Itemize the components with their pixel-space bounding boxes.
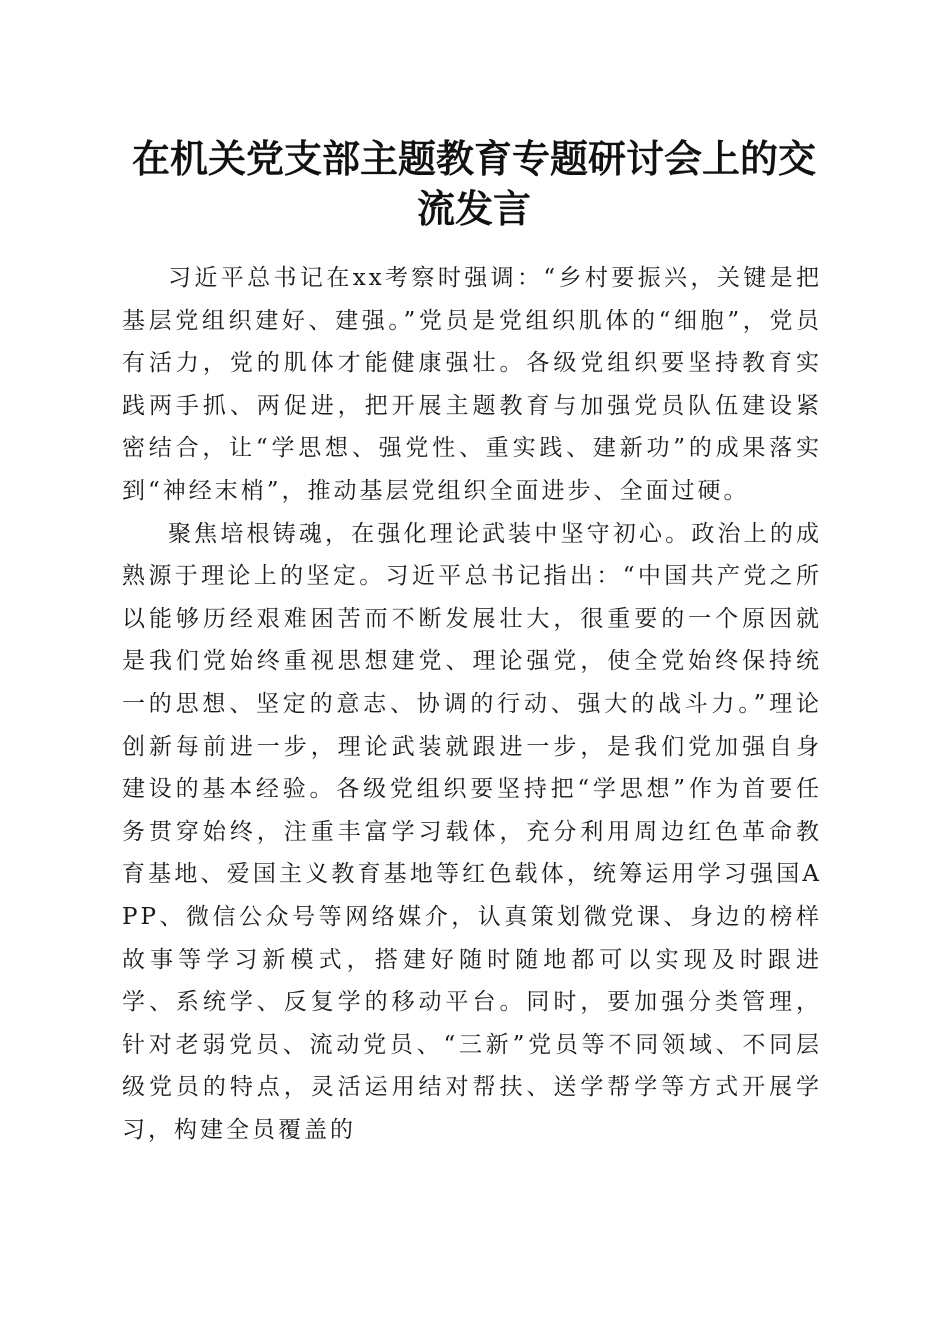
body-paragraph: 习近平总书记在xx考察时强调：“乡村要振兴，关键是把基层党组织建好、建强。”党员是党组织肌体的“细胞”，党员有活力，党的肌体才能健康强壮。各级党组织要坚持教育实践两手抓、两促进，把开展主题教育与加强党员队伍建设紧密结合，让“学思想、强党性、重实践、建新功”的成果落实到“神经末梢”，推动基层党组织全面进步、全面过硬。 bbox=[122, 265, 822, 504]
document-title: 在机关党支部主题教育专题研讨会上的交流发言 bbox=[131, 136, 816, 231]
document-body bbox=[122, 257, 822, 1151]
body-paragraph: 聚焦培根铸魂，在强化理论武装中坚守初心。政治上的成熟源于理论上的坚定。习近平总书记指出：“中国共产党之所以能够历经艰难困苦而不断发展壮大，很重要的一个原因就是我们党始终重视思想建党、理论强党，使全党始终保持统一的思想、坚定的意志、协调的行动、强大的战斗力。”理论创新每前进一步，理论武装就跟进一步，是我们党加强自身建设的基本经验。各级党组织要坚持把“学思想”作为首要任务贯穿始终，注重丰富学习载体，充分利用周边红色革命教育基地、爱国主义教育基地等红色载体，统筹运用学习强国APP、微信公众号等网络媒介，认真策划微党课、身边的榜样故事等学习新模式，搭建好随时随地都可以实现及时跟进学、系统学、反复学的移动平台。同时，要加强分类管理，针对老弱党员、流动党员、“三新”党员等不同领域、不同层级党员的特点，灵活运用结对帮扶、送学帮学等方式开展学习，构建全员覆盖的 bbox=[122, 520, 822, 1143]
